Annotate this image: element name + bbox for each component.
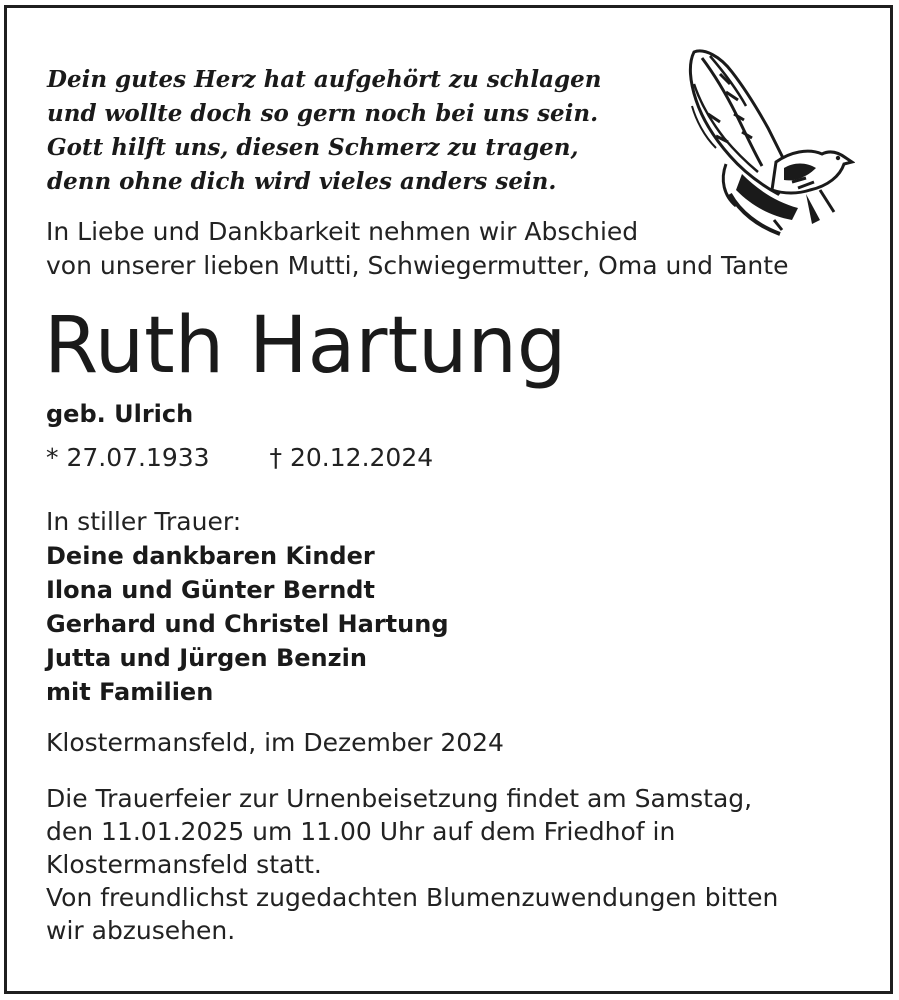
poem-line: denn ohne dich wird vieles anders sein. <box>47 168 557 195</box>
maiden-name: geb. Ulrich <box>46 400 194 428</box>
poem-line: und wollte doch so gern noch bei uns sein. <box>47 100 599 127</box>
mourner-line: Deine dankbaren Kinder <box>46 542 375 570</box>
poem-line: Gott hilft uns, diesen Schmerz zu tragen, <box>47 134 579 161</box>
notice-line: Von freundlichst zugedachten Blumenzuwendungen bitten <box>46 883 779 912</box>
praying-hands-with-dove-icon <box>680 44 855 239</box>
mourning-label: In stiller Trauer: <box>46 507 242 536</box>
farewell-intro <box>46 215 788 283</box>
memorial-poem <box>47 63 601 199</box>
life-dates <box>46 441 433 475</box>
mourner-line: Jutta und Jürgen Benzin <box>46 644 367 672</box>
death-date: † 20.12.2024 <box>269 443 434 472</box>
mourners-list <box>46 539 449 709</box>
place-and-date: Klostermansfeld, im Dezember 2024 <box>46 728 504 757</box>
mourner-line: Gerhard und Christel Hartung <box>46 610 449 638</box>
funeral-notice <box>46 782 778 947</box>
intro-line: In Liebe und Dankbarkeit nehmen wir Abschied <box>46 217 639 246</box>
intro-line: von unserer lieben Mutti, Schwiegermutter, Oma und Tante <box>46 251 789 280</box>
notice-line: den 11.01.2025 um 11.00 Uhr auf dem Friedhof in <box>46 817 676 846</box>
notice-line: Die Trauerfeier zur Urnenbeisetzung findet am Samstag, <box>46 784 753 813</box>
mourner-line: Ilona und Günter Berndt <box>46 576 375 604</box>
notice-line: Klostermansfeld statt. <box>46 850 322 879</box>
mourner-line: mit Familien <box>46 678 214 706</box>
notice-line: wir abzusehen. <box>46 916 236 945</box>
birth-date: * 27.07.1933 <box>46 443 210 472</box>
deceased-name: Ruth Hartung <box>44 301 567 391</box>
poem-line: Dein gutes Herz hat aufgehört zu schlagen <box>47 66 602 93</box>
